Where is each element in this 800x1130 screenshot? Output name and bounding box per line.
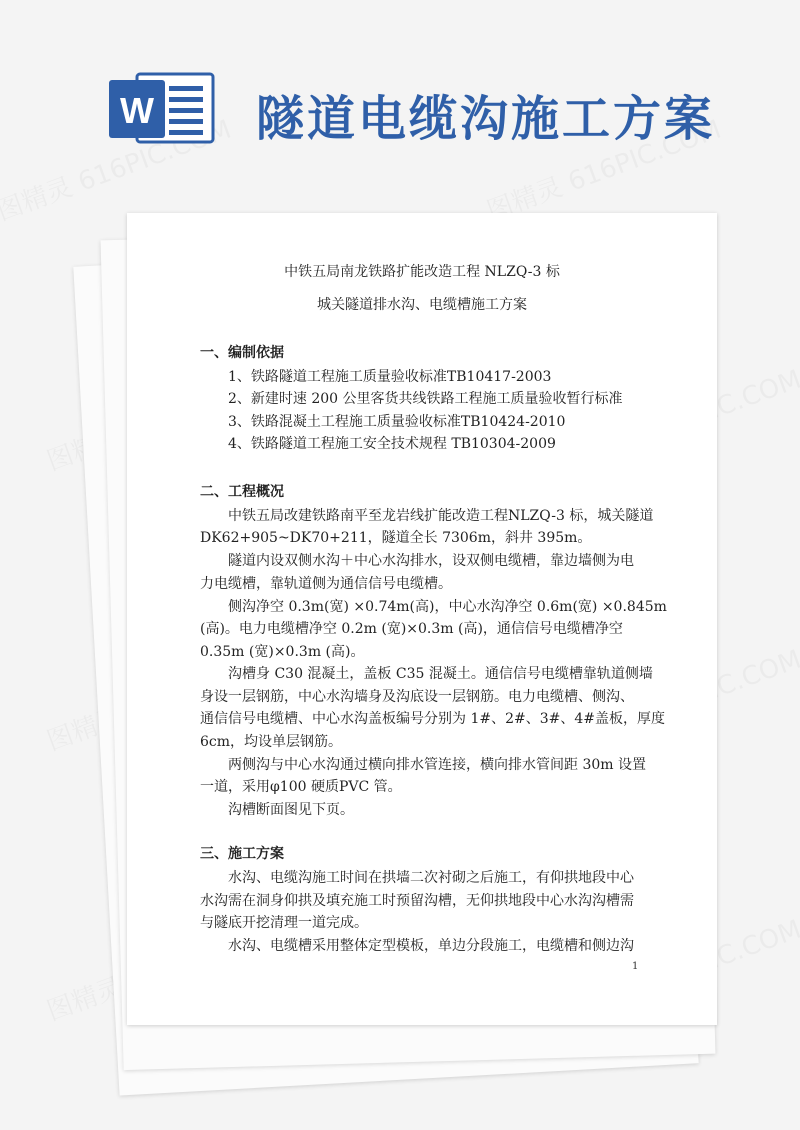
list-item: 1、铁路隧道工程施工质量验收标准TB10417-2003: [228, 369, 552, 385]
paragraph-line: 水沟、电缆沟施工时间在拱墙二次衬砌之后施工，有仰拱地段中心: [228, 870, 634, 886]
document-title: 中铁五局南龙铁路扩能改造工程 NLZQ-3 标: [284, 264, 560, 280]
paragraph-line: 沟槽断面图见下页。: [228, 802, 354, 818]
logo-letter: W: [120, 90, 154, 131]
paragraph-line: 通信信号电缆槽、中心水沟盖板编号分别为 1#、2#、3#、4#盖板，厚度: [200, 711, 665, 727]
list-item: 4、铁路隧道工程施工安全技术规程 TB10304-2009: [228, 436, 556, 452]
paragraph-line: 0.35m (宽)×0.3m (高)。: [200, 644, 365, 660]
list-item: 2、新建时速 200 公里客货共线铁路工程施工质量验收暂行标准: [228, 391, 623, 407]
paragraph-line: 中铁五局改建铁路南平至龙岩线扩能改造工程NLZQ-3 标，城关隧道: [228, 508, 654, 524]
paragraph-line: DK62+905~DK70+211，隧道全长 7306m，斜井 395m。: [200, 530, 592, 546]
section-heading: 三、施工方案: [200, 846, 284, 862]
paragraph-line: 沟槽身 C30 混凝土，盖板 C35 混凝土。通信信号电缆槽靠轨道侧墙: [228, 666, 653, 682]
document-subtitle: 城关隧道排水沟、电缆槽施工方案: [317, 297, 527, 313]
paragraph-line: 6cm，均设单层钢筋。: [200, 734, 343, 750]
header-title: 隧道电缆沟施工方案: [256, 91, 716, 147]
section-heading: 二、工程概况: [200, 484, 284, 500]
document-page: [127, 213, 717, 1025]
page-number: 1: [632, 961, 639, 972]
paragraph-line: 隧道内设双侧水沟＋中心水沟排水，设双侧电缆槽，靠边墙侧为电: [228, 553, 634, 569]
paragraph-line: (高)。电力电缆槽净空 0.2m (宽)×0.3m (高)，通信信号电缆槽净空: [200, 621, 623, 637]
paragraph-line: 身设一层钢筋，中心水沟墙身及沟底设一层钢筋。电力电缆槽、侧沟、: [200, 689, 634, 705]
paragraph-line: 水沟需在洞身仰拱及填充施工时预留沟槽，无仰拱地段中心水沟沟槽需: [200, 893, 634, 909]
paragraph-line: 力电缆槽，靠轨道侧为通信信号电缆槽。: [200, 576, 452, 592]
paragraph-line: 与隧底开挖清理一道完成。: [200, 915, 368, 931]
paragraph-line: 两侧沟与中心水沟通过横向排水管连接，横向排水管间距 30m 设置: [228, 757, 646, 773]
list-item: 3、铁路混凝土工程施工质量验收标准TB10424-2010: [228, 414, 566, 430]
word-document-icon: [107, 70, 217, 146]
paragraph-line: 水沟、电缆槽采用整体定型模板，单边分段施工，电缆槽和侧边沟: [228, 938, 634, 954]
paragraph-line: 一道，采用φ100 硬质PVC 管。: [200, 779, 402, 795]
section-heading: 一、编制依据: [200, 345, 284, 361]
header-banner: [0, 0, 800, 200]
paragraph-line: 侧沟净空 0.3m(宽) ×0.74m(高)，中心水沟净空 0.6m(宽) ×0.845m: [228, 599, 667, 615]
